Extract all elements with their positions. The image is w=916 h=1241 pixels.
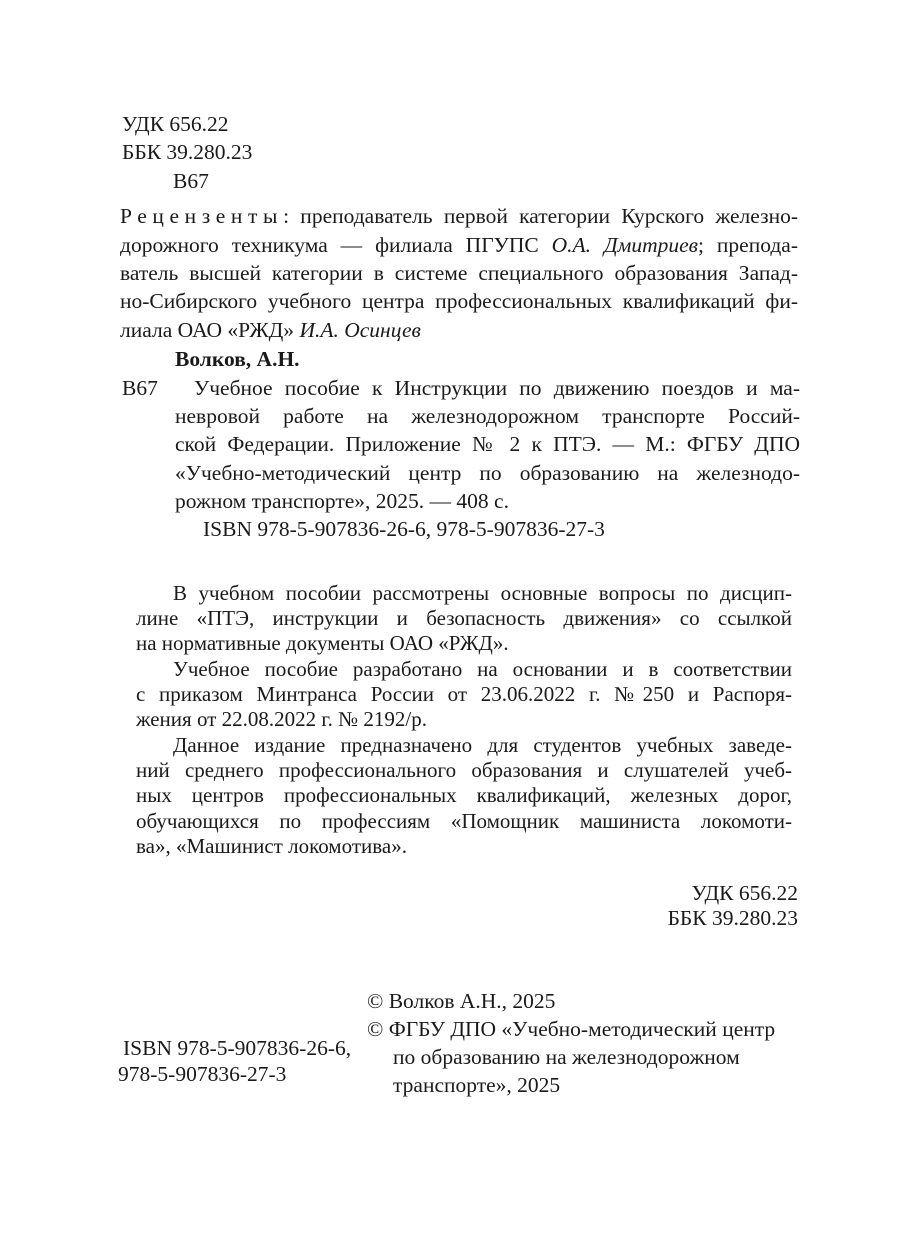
reviewers-line-3: ватель высшей категории в системе специального образования Запад- — [120, 260, 798, 285]
reviewers-heading: Рецензенты — [120, 204, 284, 229]
reviewers-line-2-tail: ; препода- — [698, 232, 798, 257]
annotation-p2-line-2: с приказом Минтранса России от 23.06.2022 г. №250 и Распоря- — [136, 682, 792, 707]
reviewers-paragraph — [120, 202, 798, 344]
top-codes-block — [122, 0, 916, 195]
reviewers-line-2-text: дорожного техникума — филиала ПГУПС — [120, 232, 552, 257]
annotation-p3-line-5: ва», «Машинист локомотива». — [136, 833, 407, 858]
annotation-p2-line-3: жения от 22.08.2022 г. № 2192/р. — [136, 707, 427, 732]
author-name: Волков, А.Н. — [175, 347, 300, 372]
author-sign-margin: В67 — [122, 375, 158, 400]
annotation-paragraph-1 — [136, 581, 792, 657]
udk-code-top: УДК 656.22 — [122, 112, 229, 136]
isbn-record-line: ISBN 978-5-907836-26-6, 978-5-907836-27-3 — [203, 517, 605, 542]
annotation-p2-line-1: Учебное пособие разработано на основании и в соответствии — [173, 656, 792, 681]
copyright-block — [367, 987, 847, 1099]
biblio-line-5: рожном транспорте», 2025. — 408 с. — [175, 489, 509, 514]
footer — [0, 987, 916, 1127]
reviewers-line-4: но-Сибирского учебного центра профессиональных квалификаций фи- — [120, 289, 798, 314]
biblio-line-1: Учебное пособие к Инструкции по движению поездов и ма- — [194, 375, 800, 400]
annotation-block — [136, 581, 792, 859]
bottom-codes-block — [120, 881, 798, 930]
annotation-p1-line-3: на нормативные документы ОАО «РЖД». — [136, 631, 509, 656]
copyright-publisher-line-1: © ФГБУ ДПО «Учебно-методический центр — [367, 1017, 776, 1042]
reviewer-name-dmitriev: О.А. Дмитриев — [551, 232, 699, 257]
biblio-line-4: «Учебно-методический центр по образованию на железнодо- — [175, 460, 800, 485]
bibliographic-record — [0, 345, 916, 544]
copyright-publisher-line-2: по образованию на железнодорожном — [393, 1045, 740, 1070]
annotation-paragraph-2 — [136, 657, 792, 733]
biblio-line-2: невровой работе на железнодорожном транспорте Россий- — [175, 403, 800, 428]
annotation-p3-line-3: ных центров профессиональных квалификаций, железных дорог, — [136, 783, 792, 808]
annotation-p3-line-1: Данное издание предназначено для студентов учебных заведе- — [173, 732, 792, 757]
annotation-p1-line-2: лине «ПТЭ, инструкции и безопасность движения» со ссылкой — [136, 606, 792, 631]
reviewers-line-1-text: : преподаватель первой категории Курского железно- — [283, 204, 798, 229]
reviewers-line-2 — [120, 231, 798, 259]
biblio-line-3: ской Федерации. Приложение № 2 к ПТЭ. — М.: ФГБУ ДПО — [175, 432, 800, 457]
copyright-author-line: © Волков А.Н., 2025 — [367, 989, 556, 1014]
copyright-publisher-line-3: транспорте», 2025 — [393, 1073, 561, 1098]
author-sign-top: В67 — [173, 168, 209, 193]
udk-code-bottom: УДК 656.22 — [691, 881, 798, 906]
reviewers-line-5-text: лиала ОАО «РЖД» — [120, 317, 300, 342]
annotation-p3-line-4: обучающихся по профессиям «Помощник машиниста локомоти- — [136, 808, 792, 833]
annotation-p3-line-2: ний среднего профессионального образования и слушателей учеб- — [136, 757, 792, 782]
reviewers-line-1 — [120, 202, 798, 230]
bbk-code-bottom: ББК 39.280.23 — [667, 905, 798, 930]
isbn-line-1: ISBN 978-5-907836-26-6, — [123, 1036, 352, 1061]
isbn-line-2: 978-5-907836-27-3 — [118, 1062, 287, 1087]
reviewer-name-osintsev: И.А. Осинцев — [299, 317, 421, 342]
annotation-paragraph-3 — [136, 733, 792, 859]
bibliographic-body — [175, 345, 800, 544]
annotation-p1-line-1: В учебном пособии рассмотрены основные вопросы по дисцип- — [173, 580, 792, 605]
bbk-code-top: ББК 39.280.23 — [122, 140, 253, 165]
reviewers-line-5 — [120, 316, 798, 344]
isbn-block — [118, 1035, 351, 1087]
